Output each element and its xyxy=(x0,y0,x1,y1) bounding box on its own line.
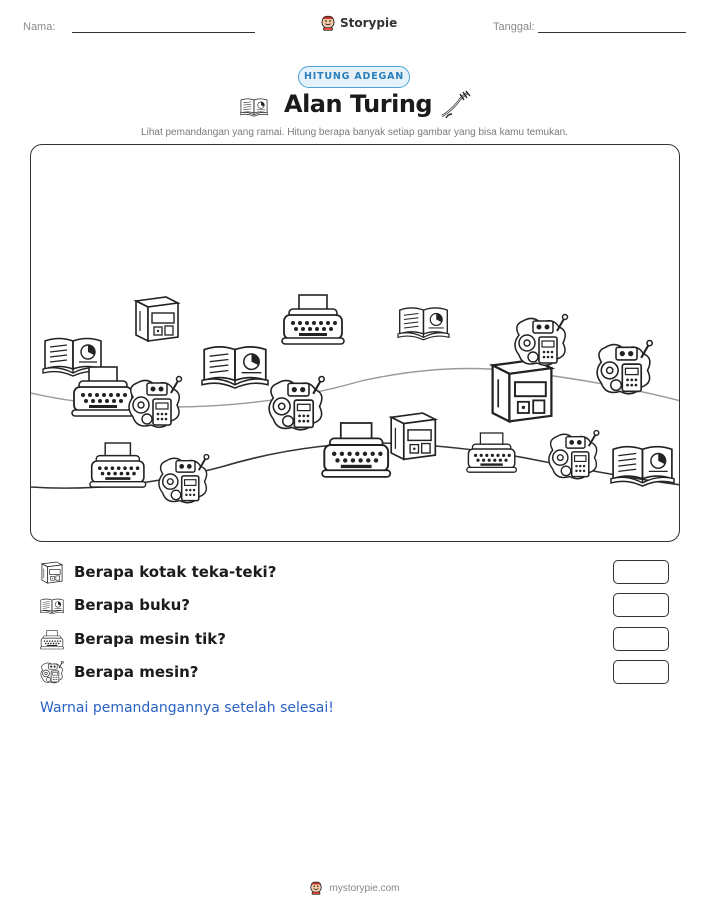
typewriter-item xyxy=(467,433,517,472)
machine-item xyxy=(549,431,599,479)
question-text: Berapa mesin? xyxy=(74,663,199,681)
brand-name: Storypie xyxy=(340,16,398,30)
book-item xyxy=(611,447,674,486)
name-line[interactable] xyxy=(72,32,255,33)
cable-icon xyxy=(438,90,472,120)
footer-url[interactable]: mystorypie.com xyxy=(329,882,400,894)
machine-item xyxy=(597,340,652,393)
puzzle-box-item xyxy=(136,297,178,341)
date-label: Tanggal: xyxy=(493,21,535,33)
question-puzzle-boxes xyxy=(40,560,670,586)
footer xyxy=(0,880,709,896)
counting-scene xyxy=(30,144,680,542)
machine-item xyxy=(159,455,209,503)
coloring-instruction: Warnai pemandangannya setelah selesai! xyxy=(40,700,334,716)
answer-box-puzzle-boxes[interactable] xyxy=(613,560,669,584)
instructions: Lihat pemandangan yang ramai. Hitung berapa banyak setiap gambar yang bisa kamu temukan. xyxy=(141,127,568,138)
machine-icon xyxy=(40,661,64,685)
question-text: Berapa kotak teka-teki? xyxy=(74,563,277,581)
typewriter-icon xyxy=(40,628,64,652)
puzzle-box-icon xyxy=(40,561,64,585)
answer-box-typewriters[interactable] xyxy=(613,627,669,651)
answer-box-books[interactable] xyxy=(613,593,669,617)
machine-item xyxy=(515,315,568,366)
scene-illustration xyxy=(31,145,680,542)
book-icon xyxy=(240,96,268,118)
page-title: Alan Turing xyxy=(284,90,433,118)
typewriter-item xyxy=(72,367,134,416)
question-typewriters xyxy=(40,627,670,653)
book-icon xyxy=(40,594,64,618)
question-books xyxy=(40,593,670,619)
name-label: Nama: xyxy=(23,21,56,33)
activity-badge: HITUNG ADEGAN xyxy=(298,66,410,88)
typewriter-item xyxy=(90,443,146,487)
question-machines xyxy=(40,660,670,686)
puzzle-box-item xyxy=(493,360,552,422)
storypie-mascot-icon xyxy=(309,880,323,896)
question-text: Berapa mesin tik? xyxy=(74,630,226,648)
book-item xyxy=(202,347,268,388)
machine-item xyxy=(269,376,324,429)
book-item xyxy=(398,308,449,340)
title-row xyxy=(0,90,709,126)
typewriter-item xyxy=(322,423,390,477)
typewriter-item xyxy=(282,295,344,344)
question-text: Berapa buku? xyxy=(74,596,190,614)
storypie-mascot-icon xyxy=(320,14,336,32)
brand-logo xyxy=(320,12,400,34)
puzzle-box-item xyxy=(391,413,435,459)
machine-item xyxy=(129,377,182,428)
date-line[interactable] xyxy=(538,32,686,33)
answer-box-machines[interactable] xyxy=(613,660,669,684)
